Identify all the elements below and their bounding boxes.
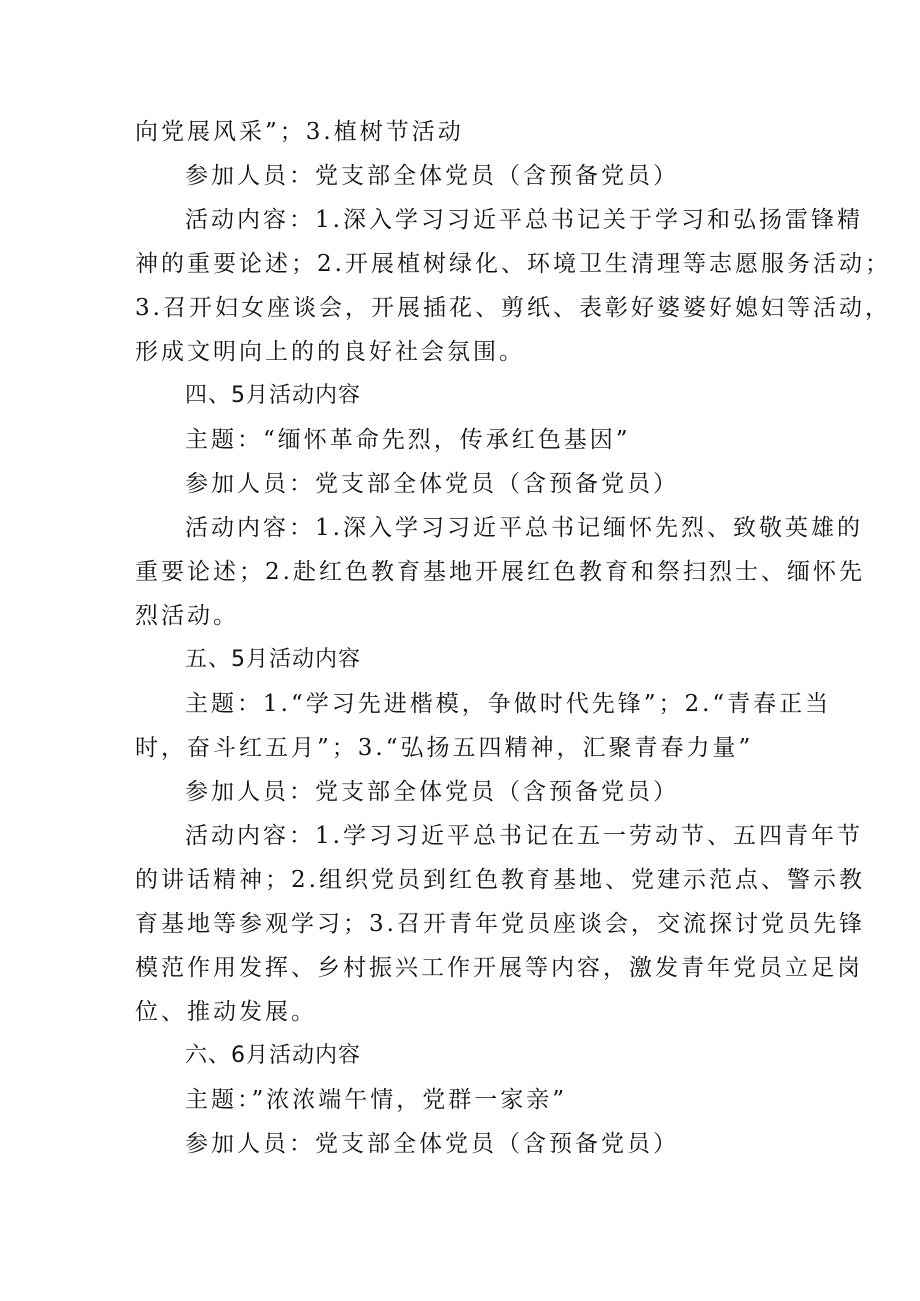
theme-line: 主题：”浓浓端午情，党群一家亲”: [185, 1087, 568, 1113]
content-line: 的讲话精神；2.组织党员到红色教育基地、党建示范点、警示教: [135, 867, 865, 893]
content-line: 活动内容：1.深入学习习近平总书记关于学习和弘扬雷锋精: [185, 207, 863, 233]
participants-line: 参加人员：党支部全体党员（含预备党员）: [185, 471, 679, 497]
content-line: 活动内容：1.学习习近平总书记在五一劳动节、五四青年节: [185, 823, 863, 849]
content-line: 烈活动。: [135, 603, 239, 629]
section-heading: 六、6月活动内容: [185, 1043, 361, 1068]
participants-line: 参加人员：党支部全体党员（含预备党员）: [185, 779, 679, 805]
theme-line: 主题：“缅怀革命先烈，传承红色基因”: [185, 427, 631, 453]
theme-continuation: 向党展风采”；3.植树节活动: [135, 119, 464, 145]
theme-line: 时，奋斗红五月”；3.“弘扬五四精神，汇聚青春力量”: [135, 735, 754, 761]
content-line: 位、推动发展。: [135, 999, 317, 1025]
content-line: 活动内容：1.深入学习习近平总书记缅怀先烈、致敬英雄的: [185, 515, 863, 541]
content-line: 神的重要论述；2.开展植树绿化、环境卫生清理等志愿服务活动；: [135, 251, 891, 277]
content-line: 育基地等参观学习；3.召开青年党员座谈会，交流探讨党员先锋: [135, 911, 865, 937]
section-heading: 五、5月活动内容: [185, 647, 361, 672]
theme-line: 主题：1.“学习先进楷模，争做时代先锋”；2.“青春正当: [185, 691, 832, 717]
content-line: 重要论述；2.赴红色教育基地开展红色教育和祭扫烈士、缅怀先: [135, 559, 865, 585]
participants-line: 参加人员：党支部全体党员（含预备党员）: [185, 1131, 679, 1157]
section-heading: 四、5月活动内容: [185, 383, 361, 408]
content-line: 模范作用发挥、乡村振兴工作开展等内容，激发青年党员立足岗: [135, 955, 863, 981]
participants-line: 参加人员：党支部全体党员（含预备党员）: [185, 163, 679, 189]
content-line: 形成文明向上的的良好社会氛围。: [135, 339, 525, 365]
content-line: 3.召开妇女座谈会，开展插花、剪纸、表彰好婆婆好媳妇等活动，: [135, 295, 891, 321]
